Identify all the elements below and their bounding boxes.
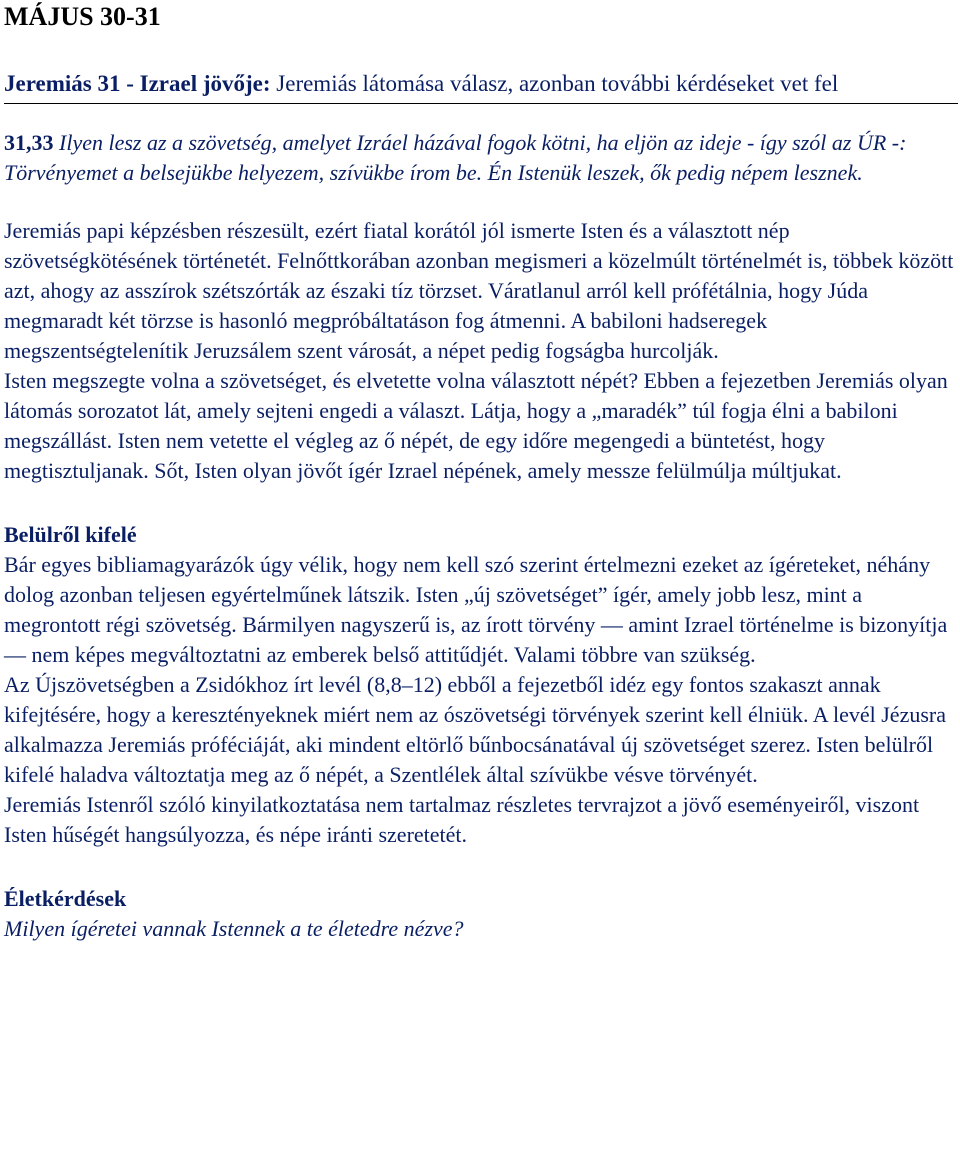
date-heading: MÁJUS 30-31: [4, 2, 161, 31]
life-questions-heading: Életkérdések: [4, 886, 127, 911]
verse-reference: 31,33: [4, 130, 54, 155]
life-question: Milyen ígéretei vannak Istennek a te életedre nézve?: [4, 916, 464, 941]
inside-out-paragraph-1: Bár egyes bibliamagyarázók úgy vélik, hogy nem kell szó szerint értelmezni ezeket az ígéreteket, néhány dolog azonban teljesen egyértelműnek látszik. Isten „új szövetséget” ígér, amely jobb lesz, mint a megrontott régi szövetség. Bármilyen nagyszerű is, az írott törvény — amint Izrael történelme is bizonyítja — nem képes megváltoztatni az emberek belső attitűdjét. Valami többre van szükség.: [4, 552, 948, 667]
section-title-rest: Jeremiás látomása válasz, azonban további kérdéseket vet fel: [270, 71, 839, 96]
document-page: [4, 0, 956, 944]
inside-out-paragraph-3: Jeremiás Istenről szóló kinyilatkoztatása nem tartalmaz részletes tervrajzot a jövő eseményeiről, viszont Isten hűségét hangsúlyozza, és népe iránti szeretetét.: [4, 792, 920, 847]
section-title-lead: Jeremiás 31 - Izrael jövője:: [4, 71, 271, 96]
verse-text: Ilyen lesz az a szövetség, amelyet Izráel házával fogok kötni, ha eljön az ideje - így szól az ÚR -: Törvényemet a belsejükbe helyezem, szívükbe írom be. Én Istenük leszek, ők pedig népem lesznek.: [4, 130, 907, 185]
inside-out-paragraph-2: Az Újszövetségben a Zsidókhoz írt levél (8,8–12) ebből a fejezetből idéz egy fontos szakaszt annak kifejtésére, hogy a keresztényeknek miért nem az ószövetségi törvények szerint kell élniük. A levél Jézusra alkalmazza Jeremiás próféciáját, aki mindent eltörlő bűnbocsánatával új szövetséget szerez. Isten belülről kifelé haladva változtatja meg az ő népét, a Szentlélek által szívükbe vésve törvényét.: [4, 672, 946, 787]
key-verse: [4, 128, 956, 188]
section-title: [4, 68, 958, 104]
inside-out-heading: Belülről kifelé: [4, 522, 137, 547]
intro-paragraph-2: Isten megszegte volna a szövetséget, és elvetette volna választott népét? Ebben a fejezetben Jeremiás olyan látomás sorozatot lát, amely sejteni engedi a választ. Látja, hogy a „maradék” túl fogja élni a babiloni megszállást. Isten nem vetette el végleg az ő népét, de egy időre megengedi a büntetést, hogy megtisztuljanak. Sőt, Isten olyan jövőt ígér Izrael népének, amely messze felülmúlja múltjukat.: [4, 368, 948, 483]
intro-paragraph-1: Jeremiás papi képzésben részesült, ezért fiatal korától jól ismerte Isten és a választott nép szövetségkötésének történetét. Felnőttkorában azonban megismeri a közelmúlt történelmét is, többek között azt, ahogy az asszírok szétszórták az északi tíz törzset. Váratlanul arról kell prófétálnia, hogy Júda megmaradt két törzse is hasonló megpróbáltatáson fog átmenni. A babiloni hadseregek megszentségtelenítik Jeruzsálem szent városát, a népet pedig fogságba hurcolják.: [4, 218, 954, 363]
